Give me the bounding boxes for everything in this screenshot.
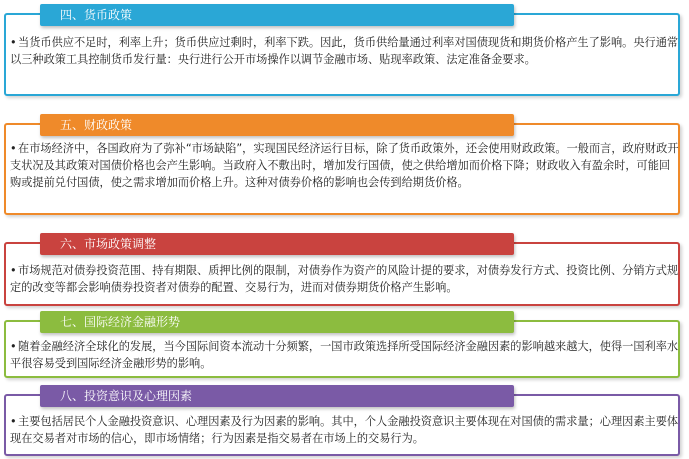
section-body	[10, 338, 679, 372]
section-body	[10, 34, 679, 68]
section-body	[10, 140, 679, 191]
section-text: 在市场经济中，各国政府为了弥补“市场缺陷”，实现国民经济运行目标，除了货币政策外，还会使用财政政策。一般而言，政府财政开支状况及其政策对国债价格也会产生影响。当政府入不敷出时，增加发行国债，使之供给增加而价格下降；财政收入有盈余时，可能回购或提前兑付国债，使之需求增加而价格上升。这种对债券价格的影响也会传到给期货价格。	[10, 142, 679, 189]
bullet-icon: •	[10, 36, 17, 49]
bullet-icon: •	[10, 264, 17, 277]
section-body	[10, 262, 679, 296]
section-title: 五、财政政策	[40, 114, 514, 136]
section-title: 七、国际经济金融形势	[40, 311, 514, 333]
section-text: 市场规范对债券投资范围、持有期限、质押比例的限制，对债券作为资产的风险计提的要求，对债券发行方式、投资比例、分销方式规定的改变等都会影响债券投资者对债券的配置、交易行为，进而对债券期货价格产生影响。	[10, 264, 679, 294]
section-monetary-policy	[0, 0, 689, 100]
section-title: 八、投资意识及心理因素	[40, 385, 514, 407]
section-title: 四、货币政策	[40, 4, 514, 26]
bullet-icon: •	[10, 142, 17, 155]
section-body	[10, 413, 679, 447]
bullet-icon: •	[10, 415, 17, 428]
section-text: 随着金融经济全球化的发展，当今国际间资本流动十分频繁，一国市政策选择所受国际经济金融因素的影响越来越大，使得一国利率水平很容易受到国际经济金融形势的影响。	[10, 340, 679, 370]
section-text: 当货币供应不足时，利率上升；货币供应过剩时，利率下跌。因此，货币供给量通过利率对国债现货和期货价格产生了影响。央行通常以三种政策工具控制货币发行量：央行进行公开市场操作以调节金融市场、贴现率政策、法定准备金要求。	[10, 36, 679, 66]
section-title: 六、市场政策调整	[40, 233, 514, 255]
section-investor-psychology	[0, 382, 689, 459]
section-international	[0, 310, 689, 382]
section-text: 主要包括居民个人金融投资意识、心理因素及行为因素的影响。其中，个人金融投资意识主要体现在对国债的需求量；心理因素主要体现在交易者对市场的信心，即市场情绪；行为因素是指交易者在市场上的交易行为。	[10, 415, 679, 445]
bullet-icon: •	[10, 340, 17, 353]
section-market-policy	[0, 230, 689, 308]
section-fiscal-policy	[0, 100, 689, 220]
